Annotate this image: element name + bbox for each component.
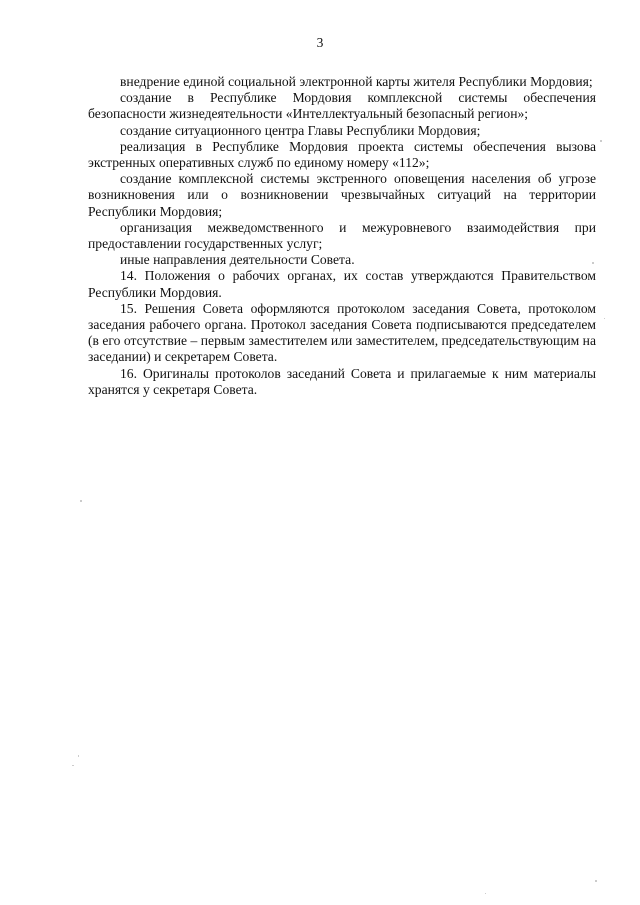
paragraph-safe-region: создание в Республике Мордовия комплексной системы обеспечения безопасности жизнедеятельности «Интеллектуальный безопасный регион»; — [88, 90, 596, 122]
scan-speck — [78, 755, 79, 757]
scan-speck — [604, 318, 605, 319]
scan-speck — [485, 893, 486, 894]
scan-speck — [72, 765, 74, 766]
paragraph-interagency: организация межведомственного и межуровневого взаимодействия при предоставлении государственных услуг; — [88, 219, 596, 252]
scan-speck — [80, 500, 82, 502]
paragraph-emergency-112: реализация в Республике Мордовия проекта системы обеспечения вызова экстренных оперативных служб по единому номеру «112»; — [88, 138, 596, 171]
paragraph-other-directions: иные направления деятельности Совета. — [120, 252, 355, 268]
paragraph-warning-system: создание комплексной системы экстренного оповещения населения об угрозе возникновения или о возникновении чрезвычайных ситуаций на территории Республики Мордовия; — [88, 171, 596, 219]
scan-speck — [600, 140, 602, 142]
page-number: 3 — [316, 35, 324, 50]
paragraph-item-14: 14. Положения о рабочих органах, их состав утверждаются Правительством Республики Мордовия. — [88, 268, 596, 300]
document-body — [88, 74, 596, 398]
paragraph-item-15: 15. Решения Совета оформляются протоколом заседания Совета, протоколом заседания рабочего органа. Протокол заседания Совета подписываются председателем (в его отсутствие – первым заместителем или заместителем, председательствующим на заседании) и секретарем Совета. — [88, 300, 596, 365]
scan-speck — [595, 880, 597, 882]
paragraph-social-card: внедрение единой социальной электронной карты жителя Республики Мордовия; — [120, 74, 593, 89]
paragraph-item-16: 16. Оригиналы протоколов заседаний Совета и прилагаемые к ним материалы хранятся у секретаря Совета. — [88, 365, 596, 397]
scan-speck — [592, 262, 594, 264]
paragraph-situation-center: создание ситуационного центра Главы Республики Мордовия; — [120, 122, 481, 138]
